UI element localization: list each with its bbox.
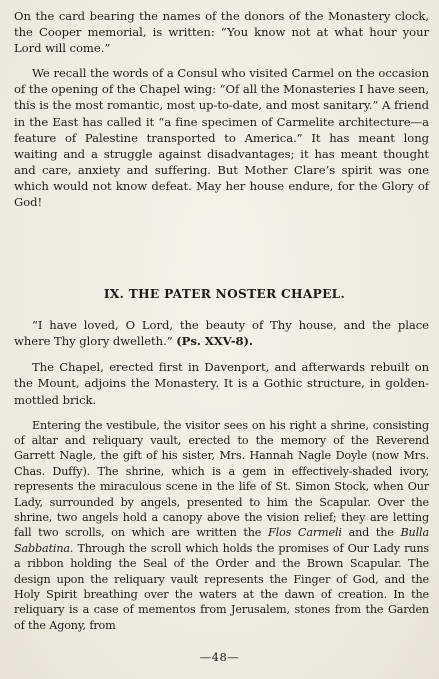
paragraph-chapel-description: The Chapel, erected first in Davenport, and afterwards rebuilt on the Mount, adjoins the Monastery. It is a Gothic structure, in golden-mottled brick. — [14, 360, 429, 407]
vestibule-text-part-2: Through the scroll which holds the promises of Our Lady runs a ribbon holding the Seal of the Order and the Brown Scapular. The design upon the reliquary vault represents the Finger of God, and the Holy Spirit breathing over the waters at the dawn of creation. In the reliquary is a case of mementos from Jerusalem, stones from the Garden of the Agony, from — [14, 541, 429, 632]
italic-flos-carmeli: Flos Carmeli — [267, 526, 342, 540]
paragraph-consul-visit: We recall the words of a Consul who visited Carmel on the occasion of the opening of the Chapel wing: “Of all the Monasteries I have seen, this is the most romantic, most up-to-date, and most sanitary.” A friend in the East has called it “a fine specimen of Carmelite architecture—a feature of Palestine transported to America.” It has meant long waiting and a struggle against disadvantages; it has meant thought and care, anxiety and suffering. But Mother Clare’s spirit was one which would not know defeat. May her house endure, for the Glory of God! — [14, 66, 429, 210]
psalm-reference: (Ps. XXV-8). — [176, 334, 253, 349]
paragraph-vestibule-shrine — [14, 418, 429, 634]
page-number: —48— — [199, 650, 240, 664]
vestibule-text-part-1: Entering the vestibule, the visitor sees on his right a shrine, consisting of altar and reliquary vault, erected to the memory of the Reverend Garrett Nagle, the gift of his sister, Mrs. Hannah Nagle Doyle (now Mrs. Chas. Duffy). The shrine, which is a gem in effectively-shaded ivory, represents the miraculous scene in the life of St. Simon Stock, when Our Lady, surrounded by angels, presented to him the Scapular. Over the shrine, two angels hold a canopy above the vision relief; they are letting fall two scrolls, on which are written the — [14, 418, 429, 540]
paragraph-clock-card: On the card bearing the names of the donors of the Monastery clock, the Cooper memorial, is written: “You know not at what hour your Lord will come.” — [14, 9, 429, 56]
psalm-quote-text: “I have loved, O Lord, the beauty of Thy house, and the place where Thy glory dwelleth.” — [14, 318, 429, 349]
paragraph-psalm-quote — [14, 317, 429, 349]
vestibule-text-and: and the — [348, 526, 394, 540]
italic-bulla-sabbatina: Bulla Sabbatina. — [14, 526, 429, 555]
chapter-heading: IX. THE PATER NOSTER CHAPEL. — [103, 287, 346, 302]
